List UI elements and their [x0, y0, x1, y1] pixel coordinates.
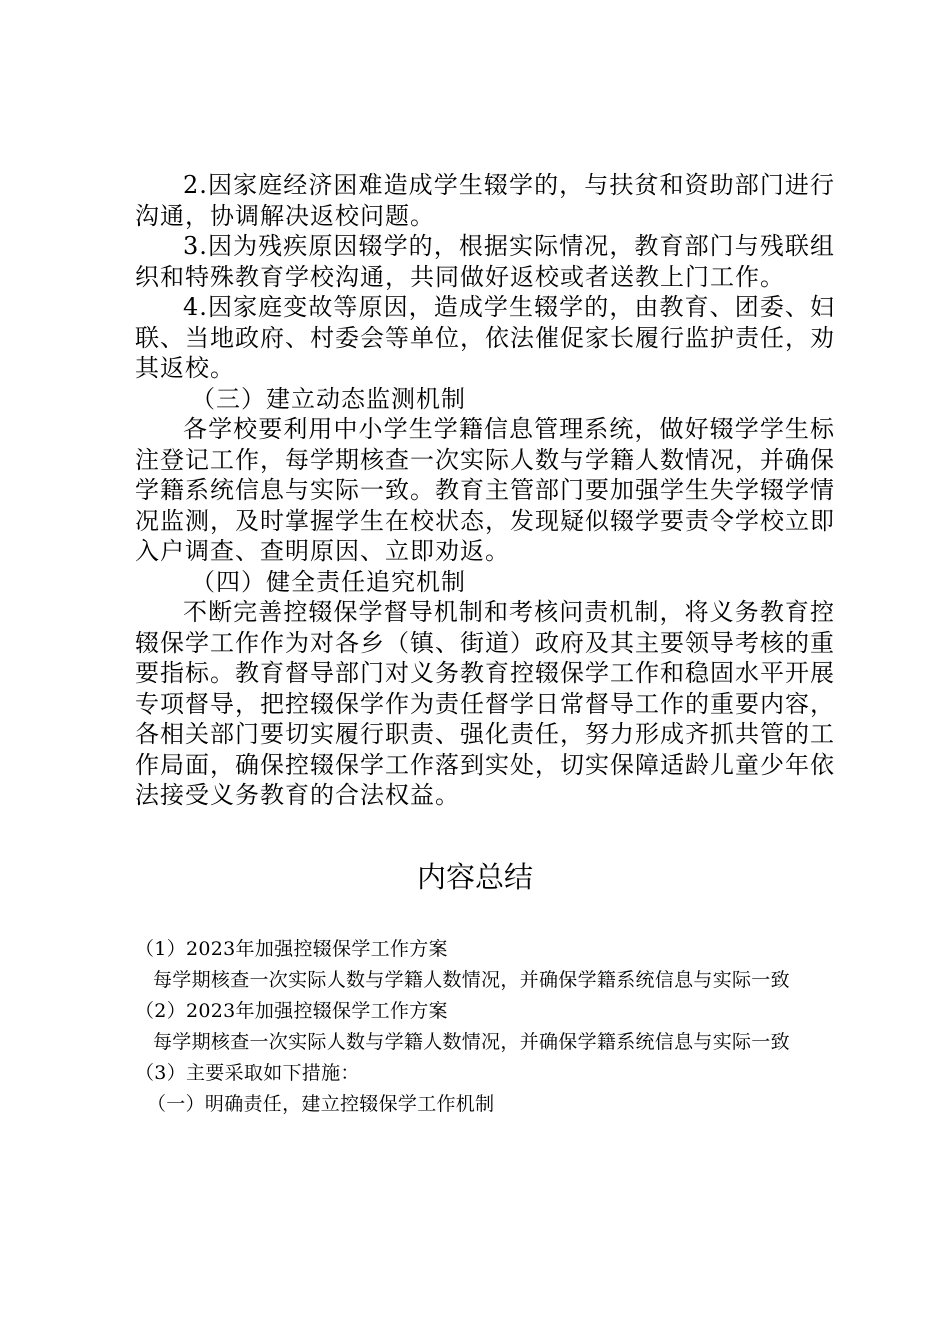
section-three-text: 各学校要利用中小学生学籍信息管理系统，做好辍学学生标注登记工作，每学期核查一次实际人数与学籍人数情况，并确保学籍系统信息与实际一致。教育主管部门要加强学生失学辍学情况监测，及时掌握学生在校状态，发现疑似辍学要责令学校立即入户调查、查明原因、立即劝返。 — [135, 415, 835, 565]
summary-item-1-label: （1）2023年加强控辍保学工作方案 — [135, 938, 448, 960]
section-four-heading: （四）健全责任追究机制 — [191, 567, 466, 596]
paragraph-item-2: 2.因家庭经济困难造成学生辍学的，与扶贫和资助部门进行沟通，协调解决返校问题。 — [135, 171, 835, 230]
summary-title: 内容总结 — [416, 860, 533, 894]
document-body — [135, 170, 835, 811]
summary-item-3-label: （3）主要采取如下措施： — [135, 1062, 360, 1084]
paragraph-item-3: 3.因为残疾原因辍学的，根据实际情况，教育部门与残联组织和特殊教育学校沟通，共同做好返校或者送教上门工作。 — [135, 232, 835, 291]
section-four-text: 不断完善控辍保学督导机制和考核问责机制，将义务教育控辍保学工作作为对各乡（镇、街道）政府及其主要领导考核的重要指标。教育督导部门对义务教育控辍保学工作和稳固水平开展专项督导，把控辍保学作为责任督学日常督导工作的重要内容，各相关部门要切实履行职责、强化责任，努力形成齐抓共管的工作局面，确保控辍保学工作落到实处，切实保障适龄儿童少年依法接受义务教育的合法权益。 — [135, 598, 835, 809]
section-three-heading: （三）建立动态监测机制 — [191, 384, 466, 413]
paragraph-item-4: 4.因家庭变故等原因，造成学生辍学的，由教育、团委、妇联、当地政府、村委会等单位，依法催促家长履行监护责任，劝其返校。 — [135, 293, 835, 382]
summary-item-3-measure: （一）明确责任，建立控辍保学工作机制 — [147, 1093, 495, 1115]
summary-item-2-label: （2）2023年加强控辍保学工作方案 — [135, 1000, 448, 1022]
summary-section — [135, 934, 825, 1120]
summary-item-2-text: 每学期核查一次实际人数与学籍人数情况，并确保学籍系统信息与实际一致 — [153, 1031, 790, 1053]
summary-item-1-text: 每学期核查一次实际人数与学籍人数情况，并确保学籍系统信息与实际一致 — [153, 969, 790, 991]
